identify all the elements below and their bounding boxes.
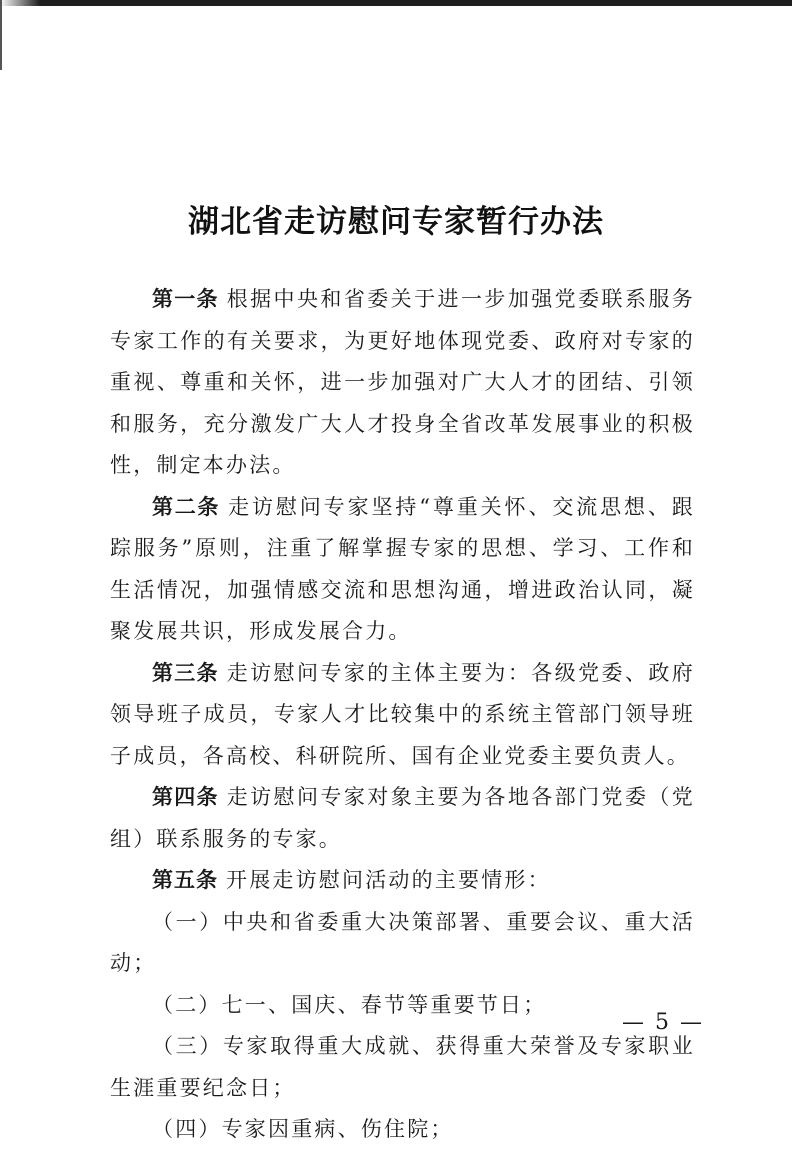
article-label: 第三条 (152, 660, 219, 685)
list-item-1 (110, 902, 695, 985)
document-body (110, 279, 695, 1151)
article-text: 走访慰问专家对象主要为各地各部门党委（党组）联系服务的专家。 (110, 785, 696, 851)
list-item-3 (110, 1026, 695, 1109)
article-4 (110, 777, 695, 860)
list-item-2 (110, 985, 695, 1027)
article-label: 第五条 (152, 868, 218, 892)
list-item-text: （四）专家因重病、伤住院； (152, 1117, 454, 1141)
document-title: 湖北省走访慰问专家暂行办法 (188, 204, 604, 240)
article-label: 第二条 (152, 494, 221, 519)
article-label: 第一条 (152, 287, 219, 311)
list-item-4 (110, 1109, 695, 1151)
article-text: 开展走访慰问活动的主要情形： (226, 868, 551, 892)
article-label: 第四条 (152, 785, 219, 809)
page-number: — 5 — (622, 1010, 704, 1035)
article-2 (110, 487, 695, 653)
list-item-text: （三）专家取得重大成就、获得重大荣誉及专家职业生涯重要纪念日； (110, 1034, 695, 1100)
list-item-text: （一）中央和省委重大决策部署、重要会议、重大活动； (110, 909, 695, 975)
article-1 (110, 279, 695, 487)
scan-border-left (0, 0, 2, 70)
article-3 (110, 653, 695, 778)
article-text: 根据中央和省委关于进一步加强党委联系服务专家工作的有关要求，为更好地体现党委、政府对专家的重视、尊重和关怀，进一步加强对广大人才的团结、引领和服务，充分激发广大人才投身全省改革发展事业的积极性，制定本办法。 (110, 287, 696, 477)
scan-border-top (0, 0, 792, 6)
article-text: 走访慰问专家的主体主要为：各级党委、政府领导班子成员，专家人才比较集中的系统主管部门领导班子成员，各高校、科研院所、国有企业党委主要负责人。 (110, 660, 696, 768)
article-5 (110, 860, 695, 902)
article-text: 走访慰问专家坚持“尊重关怀、交流思想、跟踪服务”原则，注重了解掌握专家的思想、学习、工作和生活情况，加强情感交流和思想沟通，增进政治认同，凝聚发展共识，形成发展合力。 (110, 494, 696, 643)
list-item-text: （二）七一、国庆、春节等重要节日； (152, 992, 547, 1017)
